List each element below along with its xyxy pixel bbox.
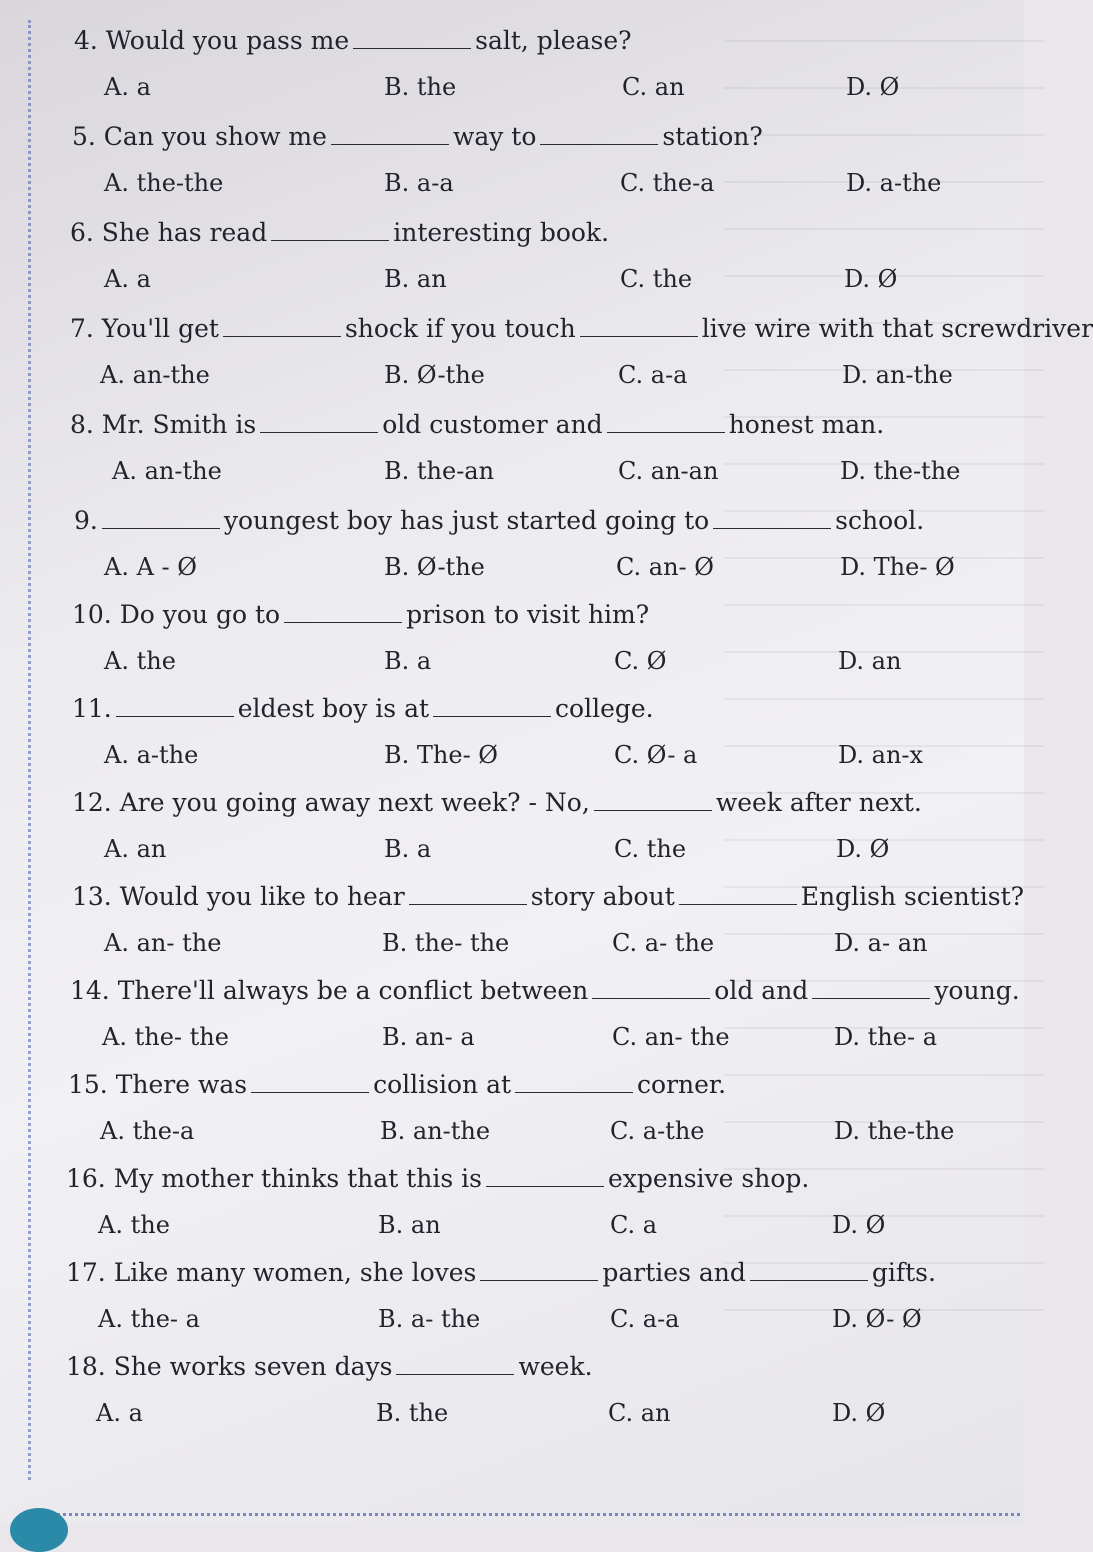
option-c: C. a <box>610 1211 658 1239</box>
question-text: school. <box>835 506 925 535</box>
option-c: C. a-a <box>618 361 688 389</box>
option-b: B. a-a <box>384 169 454 197</box>
option-c: C. an <box>622 73 685 101</box>
option-a: A. an <box>104 835 167 863</box>
question-11 <box>0 694 1024 790</box>
question-stem <box>68 1070 726 1100</box>
option-b: B. the <box>384 73 457 101</box>
question-text: story about <box>530 882 675 911</box>
question-stem <box>74 26 632 56</box>
question-stem <box>72 788 922 818</box>
option-d: D. the-the <box>834 1117 955 1145</box>
option-b: B. an <box>384 265 447 293</box>
answer-blank <box>251 1070 369 1093</box>
answer-blank <box>396 1352 514 1375</box>
dotted-border-bottom <box>40 1513 1020 1516</box>
answer-blank <box>409 882 527 905</box>
question-text: 14. There'll always be a conflict between <box>70 976 589 1005</box>
question-text: week. <box>518 1352 593 1381</box>
option-d: D. an-the <box>842 361 953 389</box>
question-text: prison to visit him? <box>406 600 650 629</box>
answer-blank <box>679 882 797 905</box>
question-text: 7. You'll get <box>70 314 219 343</box>
answer-blank <box>480 1258 598 1281</box>
answer-blank <box>713 506 831 529</box>
option-a: A. a-the <box>104 741 199 769</box>
option-d: D. Ø- Ø <box>832 1305 922 1333</box>
answer-blank <box>607 410 725 433</box>
question-text: gifts. <box>871 1258 936 1287</box>
question-15 <box>0 1070 1024 1166</box>
option-d: D. Ø <box>832 1211 886 1239</box>
question-14 <box>0 976 1024 1072</box>
option-a: A. an- the <box>104 929 222 957</box>
question-text: 16. My mother thinks that this is <box>66 1164 482 1193</box>
answer-blank <box>271 218 389 241</box>
option-d: D. Ø <box>832 1399 886 1427</box>
option-c: C. the-a <box>620 169 715 197</box>
option-b: B. a <box>384 647 432 675</box>
question-text: old and <box>714 976 809 1005</box>
question-text: expensive shop. <box>607 1164 810 1193</box>
option-b: B. a- the <box>378 1305 481 1333</box>
question-12 <box>0 788 1024 884</box>
answer-blank <box>515 1070 633 1093</box>
question-stem <box>72 122 763 152</box>
option-a: A. the- the <box>102 1023 229 1051</box>
question-text: week after next. <box>715 788 922 817</box>
option-a: A. an-the <box>112 457 222 485</box>
option-b: B. Ø-the <box>384 553 485 581</box>
question-text: 4. Would you pass me <box>74 26 350 55</box>
question-text: honest man. <box>728 410 885 439</box>
option-a: A. a <box>96 1399 143 1427</box>
question-text: 15. There was <box>68 1070 248 1099</box>
option-b: B. The- Ø <box>384 741 498 769</box>
option-a: A. A - Ø <box>104 553 197 581</box>
option-b: B. the-an <box>384 457 495 485</box>
option-c: C. the <box>614 835 687 863</box>
option-d: D. the-the <box>840 457 961 485</box>
question-text: 18. She works seven days <box>66 1352 393 1381</box>
answer-blank <box>750 1258 868 1281</box>
option-b: B. the <box>376 1399 449 1427</box>
question-text: station? <box>662 122 763 151</box>
question-stem <box>66 1164 809 1194</box>
question-text: 5. Can you show me <box>72 122 327 151</box>
option-c: C. a- the <box>612 929 715 957</box>
question-stem <box>66 1258 936 1288</box>
question-text: youngest boy has just started going to <box>223 506 710 535</box>
option-b: B. Ø-the <box>384 361 485 389</box>
option-d: D. Ø <box>836 835 890 863</box>
question-text: parties and <box>602 1258 746 1287</box>
option-c: C. a-the <box>610 1117 705 1145</box>
option-c: C. a-a <box>610 1305 680 1333</box>
option-a: A. a <box>104 265 151 293</box>
question-stem <box>70 976 1020 1006</box>
option-b: B. the- the <box>382 929 510 957</box>
option-c: C. Ø <box>614 647 667 675</box>
question-text: 6. She has read <box>70 218 268 247</box>
option-a: A. the <box>98 1211 170 1239</box>
option-c: C. an- Ø <box>616 553 714 581</box>
answer-blank <box>116 694 234 717</box>
question-text: corner. <box>637 1070 727 1099</box>
answer-blank <box>812 976 930 999</box>
question-text: 12. Are you going away next week? - No, <box>72 788 590 817</box>
answer-blank <box>331 122 449 145</box>
question-8 <box>0 410 1024 506</box>
option-d: D. the- a <box>834 1023 937 1051</box>
option-d: D. Ø <box>846 73 900 101</box>
question-stem <box>66 1352 593 1382</box>
question-6 <box>0 218 1024 314</box>
option-b: B. a <box>384 835 432 863</box>
answer-blank <box>433 694 551 717</box>
question-text: shock if you touch <box>344 314 576 343</box>
question-stem <box>70 410 884 440</box>
option-c: C. Ø- a <box>614 741 698 769</box>
question-16 <box>0 1164 1024 1260</box>
question-text: young. <box>934 976 1020 1005</box>
answer-blank <box>260 410 378 433</box>
question-text: eldest boy is at <box>237 694 430 723</box>
option-d: D. Ø <box>844 265 898 293</box>
answer-blank <box>102 506 220 529</box>
question-text: 9. <box>74 506 98 535</box>
option-a: A. the <box>104 647 176 675</box>
option-d: D. a- an <box>834 929 928 957</box>
option-c: C. the <box>620 265 693 293</box>
question-10 <box>0 600 1024 696</box>
option-d: D. a-the <box>846 169 942 197</box>
question-13 <box>0 882 1024 978</box>
question-text: English scientist? <box>800 882 1025 911</box>
option-a: A. an-the <box>100 361 210 389</box>
question-7 <box>0 314 1093 410</box>
question-text: 11. <box>72 694 112 723</box>
question-stem <box>72 600 649 630</box>
option-c: C. an <box>608 1399 671 1427</box>
option-d: D. an-x <box>838 741 924 769</box>
question-stem <box>72 882 1024 912</box>
option-c: C. an- the <box>612 1023 730 1051</box>
question-5 <box>0 122 1024 218</box>
question-text: 8. Mr. Smith is <box>70 410 257 439</box>
question-text: old customer and <box>382 410 603 439</box>
question-9 <box>0 506 1024 602</box>
option-a: A. the-a <box>100 1117 195 1145</box>
question-text: collision at <box>373 1070 512 1099</box>
question-text: college. <box>555 694 654 723</box>
answer-blank <box>580 314 698 337</box>
question-text: interesting book. <box>393 218 610 247</box>
option-b: B. an-the <box>380 1117 491 1145</box>
option-d: D. an <box>838 647 902 675</box>
answer-blank <box>353 26 471 49</box>
option-c: C. an-an <box>618 457 719 485</box>
question-text: way to <box>452 122 537 151</box>
question-text: 17. Like many women, she loves <box>66 1258 477 1287</box>
answer-blank <box>486 1164 604 1187</box>
option-a: A. a <box>104 73 151 101</box>
page-number-badge <box>10 1508 68 1552</box>
option-a: A. the- a <box>98 1305 200 1333</box>
answer-blank <box>223 314 341 337</box>
question-text: 10. Do you go to <box>72 600 281 629</box>
question-text: live wire with that screwdriver <box>701 314 1093 343</box>
question-text: 13. Would you like to hear <box>72 882 405 911</box>
answer-blank <box>592 976 710 999</box>
option-a: A. the-the <box>104 169 224 197</box>
question-stem <box>74 506 924 536</box>
question-text: salt, please? <box>475 26 632 55</box>
answer-blank <box>284 600 402 623</box>
question-17 <box>0 1258 1024 1354</box>
option-d: D. The- Ø <box>840 553 955 581</box>
question-4 <box>0 26 1024 122</box>
answer-blank <box>594 788 712 811</box>
question-stem <box>72 694 654 724</box>
question-stem <box>70 218 609 248</box>
option-b: B. an- a <box>382 1023 475 1051</box>
question-stem <box>70 314 1093 344</box>
question-18 <box>0 1352 1024 1448</box>
option-b: B. an <box>378 1211 441 1239</box>
answer-blank <box>540 122 658 145</box>
